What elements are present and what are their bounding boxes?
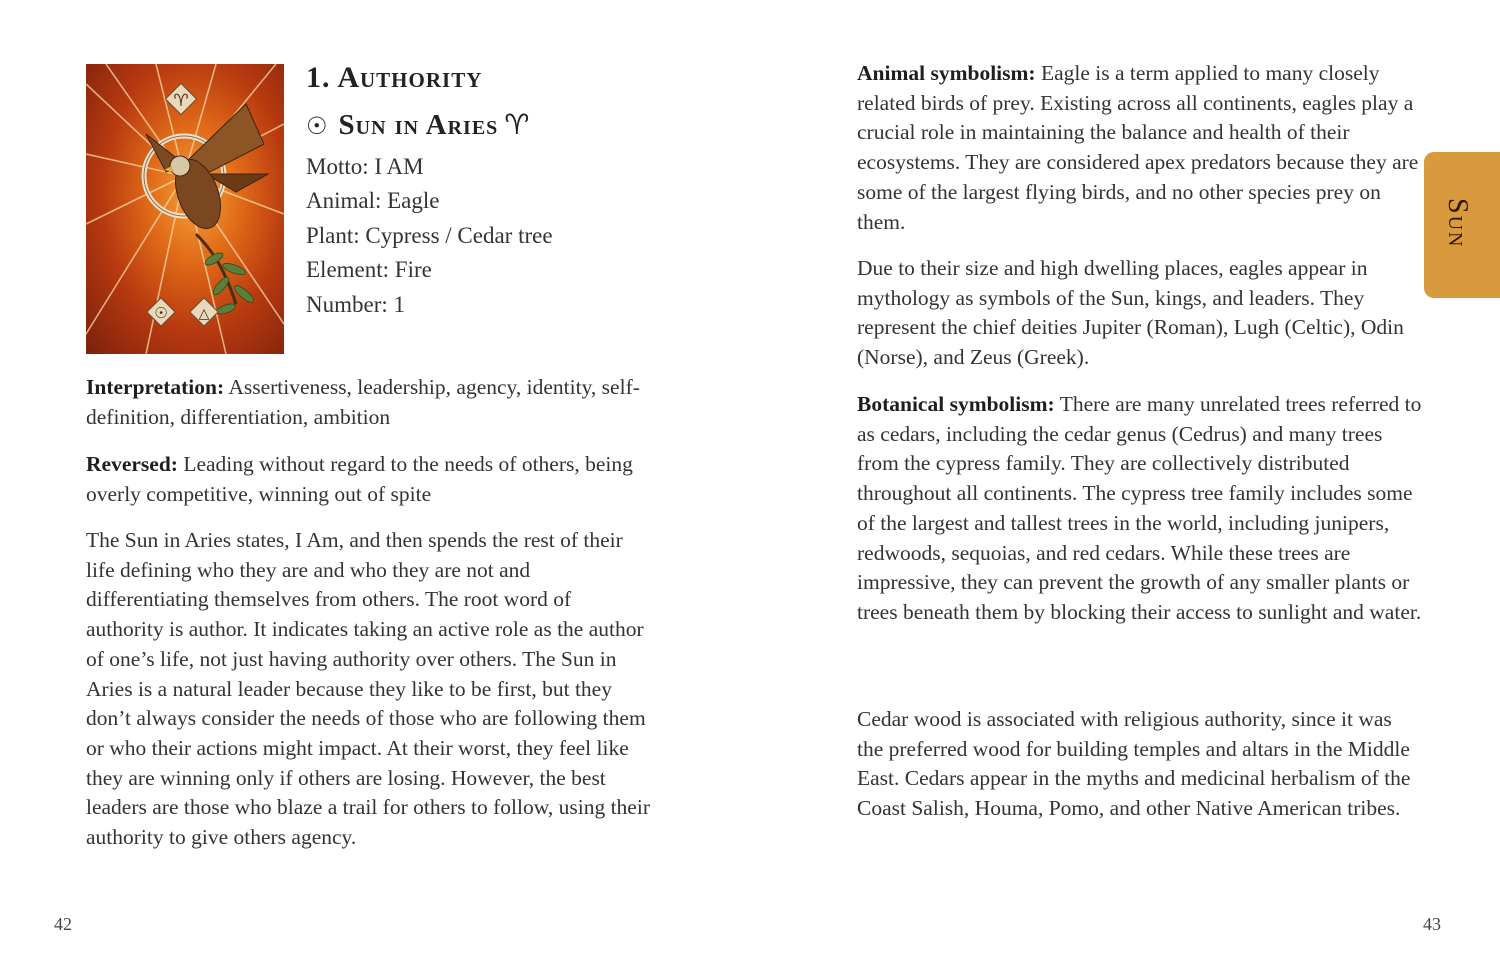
aries-symbol-icon: ♈ <box>173 91 189 111</box>
card-subtitle-text: Sun in Aries <box>338 109 499 141</box>
attribute-plant: Plant: Cypress / Cedar tree <box>306 222 553 248</box>
body-paragraph: The Sun in Aries states, I Am, and then spends the rest of their life defining who they are and who they are not and differentiating themselves from others. The root word of authority is author. It indicates taking an active role as the author of one’s life, not just having authority over others. The Sun in Aries is a natural leader because they like to be first, but they don’t always consider the needs of those who are following them or who their actions might impact. At their worst, they feel like they are winning only if others are losing. However, the best leaders are those who blaze a trail for others to follow, using their authority to give others agency. <box>86 528 650 850</box>
aries-sign-icon: ♈ <box>504 108 531 141</box>
attribute-number: Number: 1 <box>306 291 406 317</box>
interpretation-text: Assertiveness, leadership, agency, identity, self-definition, differentiation, ambition <box>86 375 640 429</box>
card-title: 1. Authority <box>306 61 483 94</box>
sun-symbol-icon: ☉ <box>154 304 168 322</box>
botanical-symbolism-label: Botanical symbolism: <box>857 392 1055 416</box>
attribute-element: Element: Fire <box>306 257 432 283</box>
botanical-symbolism-text: There are many unrelated trees referred to as cedars, including the cedar genus (Cedrus) and many trees from the cypress family. They are collectively distributed throughout all continents. The cypress tree family includes some of the largest and tallest trees in the world, including junipers, redwoods, sequoias, and red cedars. While these trees are impressive, they can prevent the growth of any smaller plants or trees beneath them by blocking their access to sunlight and water. <box>857 392 1422 624</box>
attribute-animal: Animal: Eagle <box>306 188 440 214</box>
eagle-card-art-icon <box>86 64 284 354</box>
interpretation-label: Interpretation: <box>86 375 225 399</box>
section-tab-label: Sun <box>1442 198 1473 249</box>
cedar-wood-paragraph: Cedar wood is associated with religious authority, since it was the preferred wood for building temples and altars in the Middle East. Cedars appear in the myths and medicinal herbalism of the Coast Salish, Houma, Pomo, and other Native American tribes. <box>857 707 1411 821</box>
card-illustration <box>86 64 284 354</box>
reversed-paragraph <box>86 450 656 509</box>
page-number-left: 42 <box>54 914 72 934</box>
card-subtitle <box>306 102 726 150</box>
card-header <box>306 58 726 322</box>
animal-symbolism-paragraph <box>857 59 1422 237</box>
right-page <box>750 0 1500 964</box>
mythology-paragraph: Due to their size and high dwelling places, eagles appear in mythology as symbols of the Sun, kings, and leaders. They represent the chief deities Jupiter (Roman), Lugh (Celtic), Odin (Norse), and Zeus (Greek). <box>857 256 1404 370</box>
animal-symbolism-text: Eagle is a term applied to many closely related birds of prey. Existing across all continents, eagles play a crucial role in maintaining the balance and health of their ecosystems. They are considered apex predators because they are some of the largest flying birds, and no other species prey on them. <box>857 61 1419 234</box>
attribute-motto: Motto: I AM <box>306 154 424 179</box>
animal-symbolism-label: Animal symbolism: <box>857 61 1036 85</box>
sun-glyph-icon: ☉ <box>306 112 329 140</box>
reversed-label: Reversed: <box>86 452 178 476</box>
page-number-right: 43 <box>1423 914 1441 934</box>
botanical-symbolism-paragraph <box>857 390 1422 628</box>
interpretation-paragraph <box>86 373 646 432</box>
reversed-text: Leading without regard to the needs of others, being overly competitive, winning out of spite <box>86 452 633 506</box>
fire-element-icon: △ <box>198 306 210 322</box>
